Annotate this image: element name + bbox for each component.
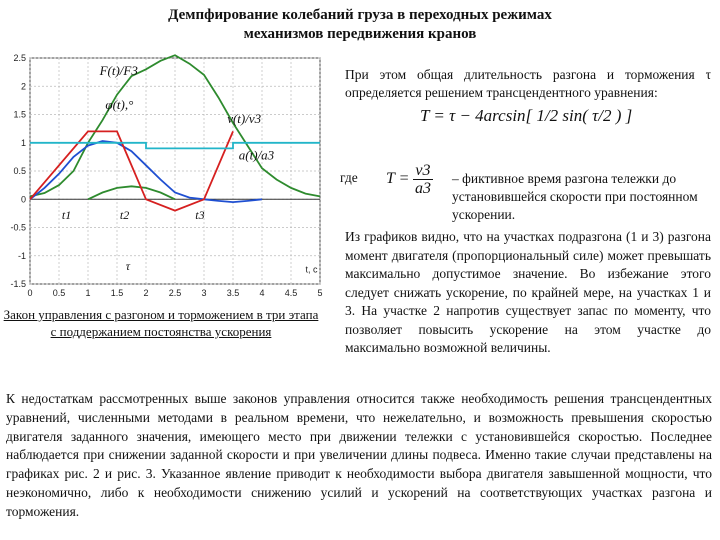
x-tick-label: 2.5 <box>168 288 182 298</box>
right-column <box>345 66 711 102</box>
chart-annotation: v(t)/v3 <box>227 110 262 126</box>
y-tick-label: 0.5 <box>13 166 26 176</box>
chart-annotation: t3 <box>195 208 205 223</box>
x-tick-label: 5 <box>317 288 323 298</box>
formula2-lhs: T = <box>386 170 410 188</box>
intro-paragraph: При этом общая длительность разгона и торможения τ определяется решением трансцендентного уравнения: <box>345 67 711 100</box>
y-tick-label: -1.5 <box>10 279 26 289</box>
x-tick-label: 4 <box>259 288 265 298</box>
formula2-fraction <box>413 162 432 197</box>
x-tick-label: 3 <box>201 288 207 298</box>
arcsin-formula: T = τ − 4arcsin[ 1/2 sin( τ/2 ) ] <box>420 106 633 125</box>
y-tick-label: 1 <box>20 137 26 148</box>
chart-annotation: a(t)/a3 <box>238 147 275 163</box>
y-tick-label: 1.5 <box>13 109 26 120</box>
where-label: где <box>340 170 358 185</box>
y-tick-label: -1 <box>17 250 26 261</box>
y-tick-label: 0 <box>20 194 26 205</box>
chart-annotation: t1 <box>61 208 72 223</box>
page-title <box>0 6 720 44</box>
chart-annotation: τ <box>125 258 130 273</box>
x-tick-label: 0.5 <box>52 288 66 298</box>
chart-annotation: F(t)/F3 <box>99 62 138 78</box>
y-tick-label: -0.5 <box>10 222 26 233</box>
chart-annotation: φ(t),° <box>105 96 134 112</box>
transient-chart <box>0 52 325 302</box>
x-tick-label: 2 <box>143 288 149 298</box>
where-description: – фиктивное время разгона тележки до установившейся скорости при постоянном ускорении. <box>452 171 698 222</box>
formula2-denominator: a3 <box>414 180 431 197</box>
y-tick-label: 2.5 <box>13 53 26 63</box>
chart-caption: Закон управления с разгоном и торможением в три этапа с поддержанием постоянства ускорения <box>3 307 319 339</box>
page-title-line2: механизмов передвижения кранов <box>243 26 477 42</box>
x-tick-label: 1 <box>85 288 91 298</box>
fictive-time-formula <box>386 162 433 197</box>
chart-annotation: t2 <box>119 208 130 223</box>
x-tick-label: 0 <box>27 288 33 298</box>
y-tick-label: 2 <box>20 81 26 92</box>
x-tick-label: 1.5 <box>110 288 124 298</box>
x-tick-label: 4.5 <box>284 288 298 298</box>
conclusion-paragraph: К недостаткам рассмотренных выше законов управления относится также необходимость решения трансцендентных уравнений, численными методами в реальном времени, что нежелательно, и возможность превышения скоростью двигателя заданного значения, имеющего место при движении тележки с установившейся скоростью. Последнее наблюдается при снижении заданной скорости и при увеличении длины подвеса. Именно такие случаи представлены на графиках рис. 2 и рис. 3. Указанное явление приводит к необходимости выбора двигателя завышенной мощности, что неэкономично, либо к необходимости снижению усилий и ускорений на соответствующих участках разгона и торможения. <box>6 391 712 519</box>
analysis-paragraph: Из графиков видно, что на участках подразгона (1 и 3) разгона момент двигателя (пропорциональный силе) может превышать максимально допустимое значение. Во избежание этого следует снижать ускорение, по крайней мере, на участках 1 и 3. На участке 2 напротив существует запас по моменту, что позволяет повысить ускорение на этом участке до максимально возможной величины. <box>345 229 711 355</box>
x-unit-label: t, c <box>305 264 318 275</box>
formula2-numerator: v3 <box>415 162 431 179</box>
page-title-line1: Демпфирование колебаний груза в переходных режимах <box>168 7 552 23</box>
x-tick-label: 3.5 <box>226 288 240 298</box>
